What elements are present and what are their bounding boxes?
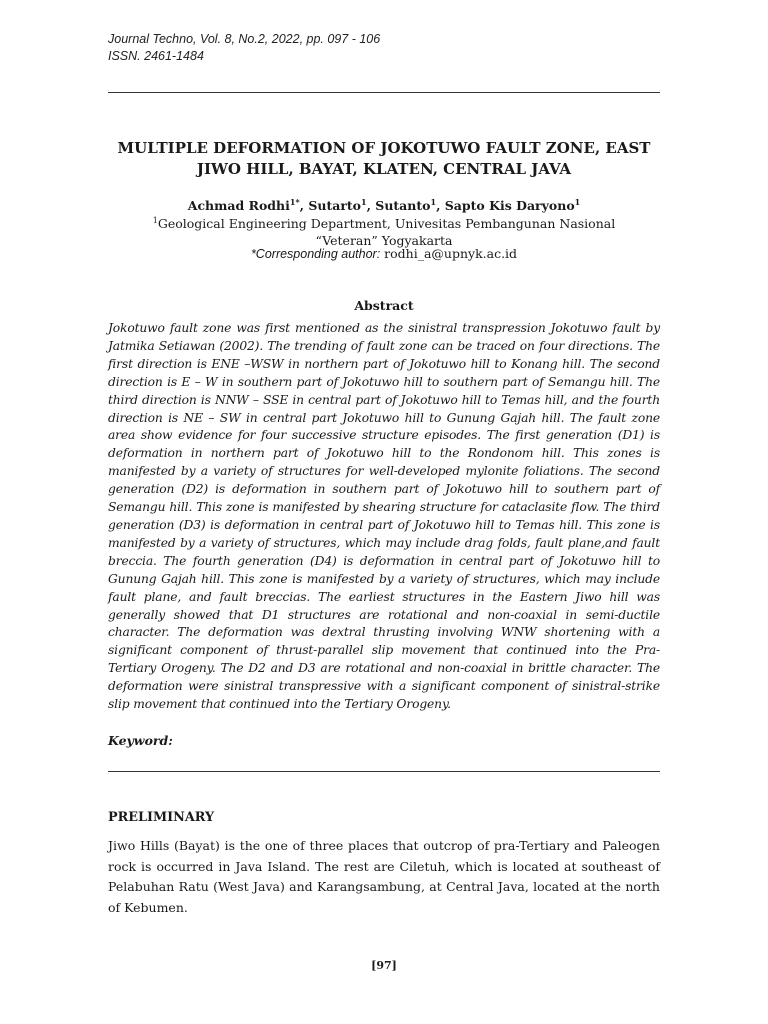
affiliation-line-2: “Veteran” Yogyakarta — [315, 233, 453, 249]
affiliation — [108, 212, 660, 249]
author-name: , Sapto Kis Daryono — [436, 198, 575, 214]
keyword-label: Keyword: — [108, 733, 173, 748]
corresponding-author — [108, 246, 660, 261]
header-divider — [108, 92, 660, 93]
corresponding-label: *Corresponding author: — [250, 247, 381, 261]
page-number: [97] — [371, 959, 397, 972]
author-affiliation-mark: 1 — [574, 197, 581, 207]
affiliation-line-1: Geological Engineering Department, Univesitas Pembangunan Nasional — [157, 216, 616, 232]
issn: ISSN. 2461-1484 — [108, 49, 204, 63]
author-affiliation-mark: 1* — [289, 197, 300, 207]
author-affiliation-mark: 1 — [361, 197, 367, 207]
author-list — [108, 197, 660, 213]
title-line-1: MULTIPLE DEFORMATION OF JOKOTUWO FAULT ZONE, EAST — [117, 139, 651, 157]
author-name: Achmad Rodhi — [187, 198, 290, 214]
abstract-divider — [108, 771, 660, 772]
abstract-heading: Abstract — [354, 298, 414, 313]
affiliation-mark: 1 — [152, 216, 158, 225]
section-heading-preliminary: PRELIMINARY — [108, 810, 215, 825]
abstract-text: Jokotuwo fault zone was first mentioned as the sinistral transpression Jokotuwo fault by Jatmika Setiawan (2002). The trending of fault zone can be traced on four directions. The first direction is ENE –WSW in northern part of Jokotuwo hill to Konang hill. The second direction is E – W in southern part of Jokotuwo hill to southern part of Semangu hill. The third direction is NNW – SSE in central part of Jokotuwo hill to Temas hill, and the fourth direction is NE – SW in central part Jokotuwo hill to Gunung Gajah hill. The fault zone area show evidence for four successive structure episodes. The first generation (D1) is deformation in northern part of Jokotuwo hill to the Rondonom hill. This zones is manifested by a variety of structures for well-developed mylonite foliations. The second generation (D2) is deformation in southern part of Jokotuwo hill to southern part of Semangu hill. This zone is manifested by shearing structure for cataclasite flow. The third generation (D3) is deformation in central part of Jokotuwo hill to Temas hill. This zone is manifested by a variety of structures, which may include drag folds, fault plane,and fault breccia. The fourth generation (D4) is deformation in central part of Jokotuwo hill to Gunung Gajah hill. This zone is manifested by a variety of structures, which may include fault plane, and fault breccias. The earliest structures in the Eastern Jiwo hill was generally showed that D1 structures are rotational and non-coaxial in semi-ductile character. The deformation was dextral thrusting involving WNW shortening with a significant component of thrust-parallel slip movement that continued into the Pra-Tertiary Orogeny. The D2 and D3 are rotational and non-coaxial in brittle character. The deformation were sinistral transpressive with a significant component of sinistral-strike slip movement that continued into the Tertiary Orogeny. — [108, 321, 660, 712]
preliminary-paragraph: Jiwo Hills (Bayat) is the one of three places that outcrop of pra-Tertiary and Paleogen rock is occurred in Java Island. The rest are Ciletuh, which is located at southeast of Pelabuhan Ratu (West Java) and Karangsambung, at Central Java, located at the north of Kebumen. — [108, 838, 660, 915]
author-name: , Sutarto — [299, 198, 362, 214]
paper-title — [108, 138, 660, 180]
title-line-2: JIWO HILL, BAYAT, KLATEN, CENTRAL JAVA — [196, 160, 572, 178]
corresponding-email[interactable]: rodhi_a@upnyk.ac.id — [380, 246, 518, 261]
author-affiliation-mark: 1 — [430, 197, 437, 207]
journal-citation: Journal Techno, Vol. 8, No.2, 2022, pp. 097 - 106 — [108, 32, 381, 46]
author-name: , Sutanto — [366, 198, 431, 214]
